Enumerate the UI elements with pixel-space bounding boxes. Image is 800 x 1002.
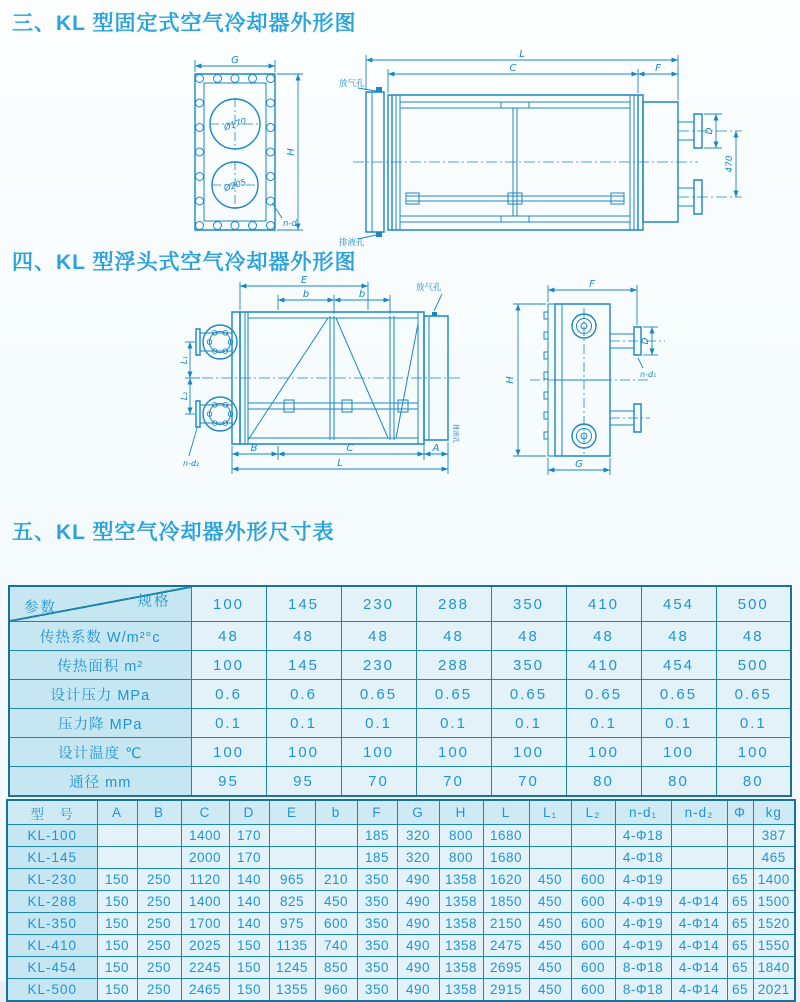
dim-value-cell: 1120	[181, 869, 229, 891]
dim-value-cell: 140	[229, 913, 269, 935]
dim-ll-label: L	[337, 458, 343, 469]
dim-value-cell: 4-Φ14	[671, 935, 727, 957]
dim-value-cell: 387	[753, 825, 795, 847]
dim-h-label: H	[505, 376, 516, 384]
dim-value-cell: 740	[315, 935, 357, 957]
dim-value-cell: 150	[97, 891, 137, 913]
dim-value-cell: 1680	[483, 825, 529, 847]
spec-value-cell: 48	[416, 622, 491, 651]
spec-value-cell: 100	[416, 738, 491, 767]
dim-value-cell: 320	[397, 847, 439, 869]
dim-value-cell: 350	[357, 869, 397, 891]
dim-value-cell: 600	[315, 913, 357, 935]
spec-value-cell: 100	[491, 738, 566, 767]
spec-value-cell: 0.1	[416, 709, 491, 738]
dim-value-cell: 250	[137, 891, 181, 913]
dim-value-cell: 450	[529, 935, 571, 957]
model-cell: KL-410	[7, 935, 97, 957]
spec-table-row	[9, 767, 791, 797]
dim-value-cell: 2695	[483, 957, 529, 979]
spec-value-cell: 350	[491, 651, 566, 680]
spec-value-cell: 100	[191, 651, 266, 680]
dim-value-cell: 150	[97, 913, 137, 935]
spec-value-cell: 0.1	[641, 709, 716, 738]
dim-value-cell	[269, 825, 315, 847]
dim-value-cell: 2025	[181, 935, 229, 957]
dim-value-cell: 1358	[439, 957, 483, 979]
spec-value-cell: 145	[266, 651, 341, 680]
dim-value-cell: 600	[571, 869, 615, 891]
spec-value-cell: 48	[266, 622, 341, 651]
bolt-holes-nd1-label: n-d₁	[640, 370, 657, 379]
dim-col-header: G	[397, 800, 439, 825]
dim-value-cell	[137, 847, 181, 869]
dim-value-cell	[571, 847, 615, 869]
bolt-holes-label: n-d	[283, 219, 297, 229]
spec-col-header: 145	[266, 586, 341, 622]
spec-value-cell: 0.1	[266, 709, 341, 738]
dim-value-cell: 4-Φ19	[615, 869, 671, 891]
dim-value-cell: 150	[97, 935, 137, 957]
corner-spec-label: 规格	[137, 594, 171, 610]
dim-value-cell: 1700	[181, 913, 229, 935]
dim-value-cell: 250	[137, 869, 181, 891]
dim-value-cell: 1840	[753, 957, 795, 979]
dim-value-cell: 1358	[439, 891, 483, 913]
dim-value-cell: 4-Φ14	[671, 957, 727, 979]
dim-value-cell	[671, 869, 727, 891]
spec-col-header: 410	[566, 586, 641, 622]
tube-circle-170-label: Ø170	[222, 116, 248, 134]
dim-value-cell: 1358	[439, 935, 483, 957]
floating-cooler-front-view-drawing	[182, 276, 472, 481]
spec-col-header: 288	[416, 586, 491, 622]
dim-value-cell	[727, 847, 753, 869]
spec-value-cell: 48	[566, 622, 641, 651]
spec-value-cell: 288	[416, 651, 491, 680]
dim-value-cell: 490	[397, 935, 439, 957]
dim-value-cell: 4-Φ18	[615, 825, 671, 847]
dim-value-cell: 800	[439, 847, 483, 869]
tube-circle-205-label: Ø205	[222, 177, 248, 195]
dim-h-label: H	[286, 148, 297, 156]
model-cell: KL-145	[7, 847, 97, 869]
dim-value-cell: 1358	[439, 869, 483, 891]
dim-table-row	[7, 979, 795, 1002]
dim-value-cell: 1358	[439, 913, 483, 935]
dim-value-cell: 1850	[483, 891, 529, 913]
dim-value-cell: 250	[137, 979, 181, 1002]
dim-value-cell: 1355	[269, 979, 315, 1002]
dimension-table-container	[6, 799, 796, 1002]
dim-l-label: L	[519, 49, 525, 60]
dim-value-cell	[727, 825, 753, 847]
spec-value-cell: 0.65	[341, 680, 416, 709]
dim-col-header: L₁	[529, 800, 571, 825]
dim-value-cell: 4-Φ14	[671, 979, 727, 1002]
dim-value-cell: 490	[397, 869, 439, 891]
spec-value-cell: 0.6	[191, 680, 266, 709]
spec-table-row	[9, 738, 791, 767]
dim-col-header: kg	[753, 800, 795, 825]
dim-value-cell: 350	[357, 935, 397, 957]
dim-d-label: D	[641, 337, 651, 345]
dim-value-cell: 150	[229, 935, 269, 957]
dim-value-cell: 465	[753, 847, 795, 869]
spec-value-cell: 48	[341, 622, 416, 651]
vent-hole-label: 放气孔	[416, 283, 442, 293]
dim-col-header: F	[357, 800, 397, 825]
spec-corner-cell	[9, 586, 191, 622]
model-cell: KL-288	[7, 891, 97, 913]
dim-value-cell: 8-Φ18	[615, 957, 671, 979]
dim-value-cell	[269, 847, 315, 869]
spec-value-cell: 48	[191, 622, 266, 651]
dim-bb-label: B	[250, 443, 258, 454]
dim-value-cell: 4-Φ14	[671, 913, 727, 935]
spec-value-cell: 95	[191, 767, 266, 797]
dim-value-cell: 150	[97, 869, 137, 891]
spec-value-cell: 80	[566, 767, 641, 797]
dim-d-label: D	[705, 127, 715, 135]
dim-value-cell: 185	[357, 825, 397, 847]
spec-value-cell: 48	[716, 622, 791, 651]
dim-value-cell: 600	[571, 979, 615, 1002]
dim-l1-label: L₁	[180, 355, 190, 365]
dim-value-cell: 1245	[269, 957, 315, 979]
spec-value-cell: 100	[191, 738, 266, 767]
model-cell: KL-350	[7, 913, 97, 935]
dim-value-cell: 140	[229, 869, 269, 891]
dim-aa-label: A	[432, 443, 440, 454]
dim-l2-label: L₂	[180, 391, 190, 401]
dim-col-header: H	[439, 800, 483, 825]
dim-value-cell	[529, 847, 571, 869]
spec-header-row	[9, 586, 791, 622]
spec-value-cell: 70	[416, 767, 491, 797]
dim-value-cell: 170	[229, 847, 269, 869]
dim-value-cell: 2915	[483, 979, 529, 1002]
dim-value-cell: 1500	[753, 891, 795, 913]
dim-table-row	[7, 847, 795, 869]
dim-b2-label: b	[358, 289, 366, 300]
section4-title: 四、KL 型浮头式空气冷却器外形图	[12, 251, 357, 274]
dim-table-row	[7, 869, 795, 891]
dim-col-header: B	[137, 800, 181, 825]
spec-value-cell: 454	[641, 651, 716, 680]
spec-value-cell: 100	[716, 738, 791, 767]
dim-470-label: 470	[725, 155, 735, 173]
dim-value-cell: 1620	[483, 869, 529, 891]
spec-col-header: 454	[641, 586, 716, 622]
dim-value-cell: 1520	[753, 913, 795, 935]
model-cell: KL-230	[7, 869, 97, 891]
spec-table-row	[9, 709, 791, 738]
corner-param-label: 参数	[24, 600, 57, 616]
dim-value-cell: 965	[269, 869, 315, 891]
spec-value-cell: 48	[491, 622, 566, 651]
dim-value-cell: 450	[315, 891, 357, 913]
dim-value-cell: 350	[357, 979, 397, 1002]
dim-value-cell: 1358	[439, 979, 483, 1002]
dim-value-cell: 170	[229, 825, 269, 847]
spec-value-cell: 80	[716, 767, 791, 797]
spec-row-label: 设计温度 ℃	[9, 738, 191, 767]
dim-table-row	[7, 825, 795, 847]
dim-col-header: C	[181, 800, 229, 825]
dim-g-label: G	[231, 55, 239, 66]
spec-value-cell: 0.1	[566, 709, 641, 738]
vent-hole-label: 放气孔	[339, 79, 365, 89]
model-cell: KL-454	[7, 957, 97, 979]
dim-col-header: L	[483, 800, 529, 825]
dim-value-cell: 4-Φ19	[615, 935, 671, 957]
spec-value-cell: 80	[641, 767, 716, 797]
spec-value-cell: 100	[566, 738, 641, 767]
dim-value-cell: 65	[727, 935, 753, 957]
spec-table-row	[9, 651, 791, 680]
dim-table-row	[7, 891, 795, 913]
spec-value-cell: 0.1	[491, 709, 566, 738]
dim-value-cell: 250	[137, 957, 181, 979]
dim-value-cell: 8-Φ18	[615, 979, 671, 1002]
dim-value-cell	[97, 847, 137, 869]
dim-value-cell: 4-Φ14	[671, 891, 727, 913]
spec-value-cell: 0.1	[716, 709, 791, 738]
dim-value-cell: 490	[397, 979, 439, 1002]
dim-value-cell: 65	[727, 913, 753, 935]
fixed-cooler-end-view-drawing	[170, 52, 335, 247]
dim-col-header: 型 号	[7, 800, 97, 825]
spec-value-cell: 100	[341, 738, 416, 767]
section3-title: 三、KL 型固定式空气冷却器外形图	[12, 12, 357, 35]
dim-value-cell: 350	[357, 913, 397, 935]
dim-value-cell: 210	[315, 869, 357, 891]
dimension-table	[6, 799, 796, 1002]
dim-col-header: D	[229, 800, 269, 825]
dim-value-cell: 490	[397, 891, 439, 913]
dim-value-cell: 250	[137, 913, 181, 935]
dim-value-cell: 450	[529, 913, 571, 935]
dim-value-cell: 490	[397, 913, 439, 935]
dim-value-cell: 150	[229, 957, 269, 979]
dim-value-cell: 4-Φ19	[615, 891, 671, 913]
spec-value-cell: 0.65	[416, 680, 491, 709]
dim-value-cell: 150	[229, 979, 269, 1002]
dim-value-cell: 65	[727, 957, 753, 979]
dim-g-label: G	[575, 459, 583, 470]
dim-value-cell	[137, 825, 181, 847]
dim-c-label: C	[509, 63, 517, 74]
dim-cc-label: C	[346, 443, 354, 454]
spec-value-cell: 500	[716, 651, 791, 680]
dim-value-cell: 65	[727, 869, 753, 891]
dim-value-cell: 2465	[181, 979, 229, 1002]
spec-row-label: 传热系数 W/m²°c	[9, 622, 191, 651]
dim-value-cell: 1400	[753, 869, 795, 891]
spec-row-label: 设计压力 MPa	[9, 680, 191, 709]
dim-value-cell: 1135	[269, 935, 315, 957]
dim-value-cell: 600	[571, 913, 615, 935]
dim-value-cell	[97, 825, 137, 847]
dim-table-row	[7, 957, 795, 979]
model-cell: KL-500	[7, 979, 97, 1002]
floating-cooler-side-view-drawing	[500, 278, 675, 483]
dim-value-cell: 450	[529, 957, 571, 979]
dim-value-cell: 850	[315, 957, 357, 979]
dim-value-cell: 2000	[181, 847, 229, 869]
dim-value-cell: 185	[357, 847, 397, 869]
dim-value-cell: 600	[571, 957, 615, 979]
dim-value-cell: 1680	[483, 847, 529, 869]
dim-value-cell: 450	[529, 869, 571, 891]
dim-value-cell: 2475	[483, 935, 529, 957]
dim-table-row	[7, 913, 795, 935]
dim-col-header: L₂	[571, 800, 615, 825]
spec-value-cell: 0.65	[491, 680, 566, 709]
dim-value-cell: 960	[315, 979, 357, 1002]
dim-col-header: b	[315, 800, 357, 825]
dim-value-cell: 490	[397, 957, 439, 979]
dim-col-header: Φ	[727, 800, 753, 825]
dim-value-cell	[315, 825, 357, 847]
dim-value-cell: 2245	[181, 957, 229, 979]
dim-value-cell: 450	[529, 979, 571, 1002]
spec-value-cell: 70	[341, 767, 416, 797]
dim-value-cell	[671, 825, 727, 847]
spec-value-cell: 70	[491, 767, 566, 797]
dim-value-cell: 350	[357, 957, 397, 979]
dim-value-cell: 140	[229, 891, 269, 913]
spec-row-label: 压力降 MPa	[9, 709, 191, 738]
dimension-header-row	[7, 800, 795, 825]
spec-table-row	[9, 622, 791, 651]
dim-f-label: F	[655, 63, 661, 74]
spec-col-header: 350	[491, 586, 566, 622]
dim-b1-label: b	[302, 289, 310, 300]
dim-value-cell: 150	[97, 979, 137, 1002]
dim-value-cell: 350	[357, 891, 397, 913]
spec-table-container	[8, 585, 792, 797]
dim-col-header: n-d₁	[615, 800, 671, 825]
section5-title: 五、KL 型空气冷却器外形尺寸表	[12, 521, 335, 544]
spec-col-header: 500	[716, 586, 791, 622]
dim-value-cell	[529, 825, 571, 847]
spec-value-cell: 0.65	[566, 680, 641, 709]
spec-col-header: 100	[191, 586, 266, 622]
dim-value-cell: 320	[397, 825, 439, 847]
dim-value-cell: 600	[571, 891, 615, 913]
fixed-cooler-side-view-drawing	[338, 50, 768, 250]
drain-hole-label: 排液孔	[339, 238, 365, 248]
spec-col-header: 230	[341, 586, 416, 622]
model-cell: KL-100	[7, 825, 97, 847]
dim-value-cell: 975	[269, 913, 315, 935]
spec-table-row	[9, 680, 791, 709]
dim-f-label: F	[589, 279, 595, 290]
dim-col-header: A	[97, 800, 137, 825]
dim-value-cell: 65	[727, 891, 753, 913]
spec-value-cell: 0.1	[191, 709, 266, 738]
dim-value-cell	[671, 847, 727, 869]
dim-value-cell: 250	[137, 935, 181, 957]
spec-table	[8, 585, 792, 797]
dim-value-cell	[315, 847, 357, 869]
spec-value-cell: 410	[566, 651, 641, 680]
dim-e-label: E	[300, 275, 308, 286]
spec-value-cell: 230	[341, 651, 416, 680]
dim-value-cell: 1550	[753, 935, 795, 957]
spec-value-cell: 100	[266, 738, 341, 767]
dim-value-cell: 825	[269, 891, 315, 913]
spec-row-label: 通径 mm	[9, 767, 191, 797]
spec-value-cell: 0.65	[641, 680, 716, 709]
drain-hole-label: 排液孔	[452, 424, 460, 444]
dim-value-cell: 600	[571, 935, 615, 957]
dim-value-cell: 2021	[753, 979, 795, 1002]
spec-value-cell: 48	[641, 622, 716, 651]
spec-row-label: 传热面积 m²	[9, 651, 191, 680]
dim-value-cell	[571, 825, 615, 847]
dim-value-cell: 2150	[483, 913, 529, 935]
dim-value-cell: 150	[97, 957, 137, 979]
dim-value-cell: 800	[439, 825, 483, 847]
dim-value-cell: 4-Φ19	[615, 913, 671, 935]
spec-value-cell: 0.1	[341, 709, 416, 738]
dim-value-cell: 450	[529, 891, 571, 913]
dim-value-cell: 1400	[181, 891, 229, 913]
dim-value-cell: 4-Φ18	[615, 847, 671, 869]
dim-value-cell: 1400	[181, 825, 229, 847]
dim-col-header: n-d₂	[671, 800, 727, 825]
spec-value-cell: 100	[641, 738, 716, 767]
spec-value-cell: 0.6	[266, 680, 341, 709]
dim-table-row	[7, 935, 795, 957]
dim-col-header: E	[269, 800, 315, 825]
dim-value-cell: 65	[727, 979, 753, 1002]
bolt-holes-nd2-label: n-d₂	[183, 459, 200, 468]
spec-value-cell: 0.65	[716, 680, 791, 709]
spec-value-cell: 95	[266, 767, 341, 797]
